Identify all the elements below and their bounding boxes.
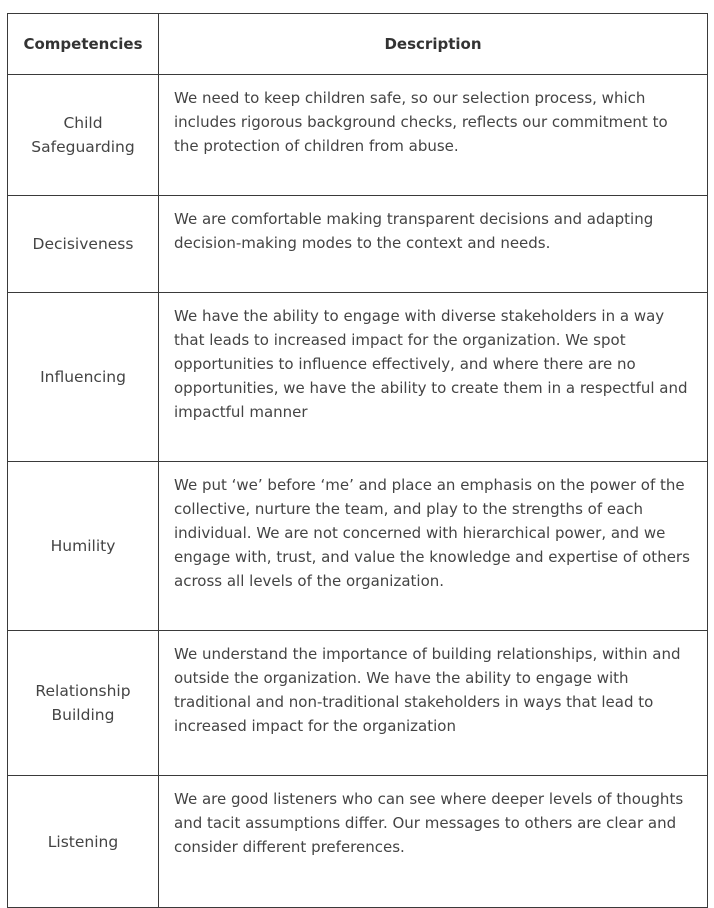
competency-cell: Child Safeguarding [8,75,159,196]
competency-cell: Relationship Building [8,631,159,776]
description-cell: We put ‘we’ before ‘me’ and place an emphasis on the power of the collective, nurture the team, and play to the strengths of each individual. We are not concerned with hierarchical power, and we engage with, trust, and value the knowledge and expertise of others across all levels of the organization. [159,462,708,631]
table-row [8,75,708,196]
table-row [8,631,708,776]
description-cell: We need to keep children safe, so our selection process, which includes rigorous background checks, reflects our commitment to the protection of children from abuse. [159,75,708,196]
header-description: Description [159,14,708,75]
table-row [8,462,708,631]
competencies-table [7,13,708,908]
description-cell: We are good listeners who can see where deeper levels of thoughts and tacit assumptions differ. Our messages to others are clear and consider different preferences. [159,776,708,908]
table-row [8,196,708,293]
competency-cell: Decisiveness [8,196,159,293]
table-row [8,776,708,908]
competency-cell: Influencing [8,293,159,462]
description-cell: We have the ability to engage with diverse stakeholders in a way that leads to increased impact for the organization. We spot opportunities to influence effectively, and where there are no opportunities, we have the ability to create them in a respectful and impactful manner [159,293,708,462]
competency-cell: Listening [8,776,159,908]
header-competencies: Competencies [8,14,159,75]
description-cell: We understand the importance of building relationships, within and outside the organization. We have the ability to engage with traditional and non-traditional stakeholders in ways that lead to increased impact for the organization [159,631,708,776]
table-header-row [8,14,708,75]
table-row [8,293,708,462]
description-cell: We are comfortable making transparent decisions and adapting decision-making modes to the context and needs. [159,196,708,293]
competency-cell: Humility [8,462,159,631]
